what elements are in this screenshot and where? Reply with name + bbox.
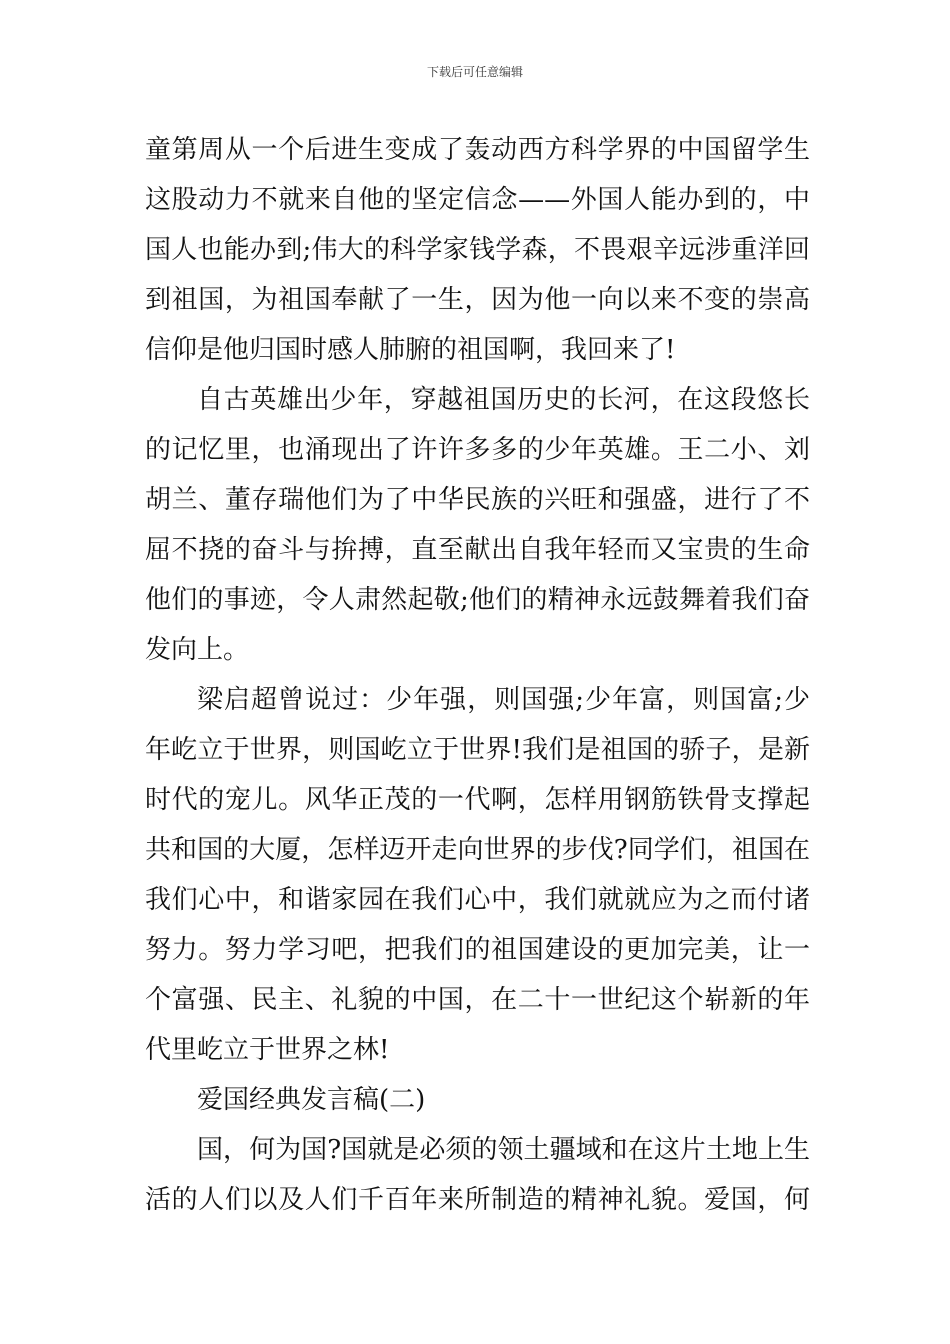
- text-line: 这股动力不就来自他的坚定信念——外国人能办到的，中: [145, 185, 810, 215]
- document-body: [145, 125, 810, 1225]
- text-line: 时代的宠儿。风华正茂的一代啊，怎样用钢筋铁骨支撑起: [145, 785, 810, 815]
- text-line: 他们的事迹，令人肃然起敬;他们的精神永远鼓舞着我们奋: [145, 585, 810, 615]
- page-header: 下载后可任意编辑: [426, 65, 523, 79]
- text-line: 发向上。: [145, 635, 250, 665]
- text-line: 努力。努力学习吧，把我们的祖国建设的更加完美，让一: [145, 935, 810, 965]
- text-line: 到祖国，为祖国奉献了一生，因为他一向以来不变的崇高: [145, 285, 810, 315]
- text-line: 信仰是他归国时感人肺腑的祖国啊，我回来了!: [145, 335, 676, 365]
- text-line: 活的人们以及人们千百年来所制造的精神礼貌。爱国，何: [145, 1185, 810, 1215]
- text-line: 国，何为国?国就是必须的领土疆域和在这片土地上生: [197, 1135, 810, 1165]
- text-line: 屈不挠的奋斗与拚搏，直至献出自我年轻而又宝贵的生命: [145, 535, 810, 565]
- text-line: 国人也能办到;伟大的科学家钱学森，不畏艰辛远涉重洋回: [145, 235, 810, 265]
- text-line: 自古英雄出少年，穿越祖国历史的长河，在这段悠长: [197, 385, 810, 415]
- text-line: 胡兰、董存瑞他们为了中华民族的兴旺和强盛，进行了不: [145, 485, 810, 515]
- text-line: 年屹立于世界，则国屹立于世界!我们是祖国的骄子，是新: [145, 735, 810, 765]
- text-line: 梁启超曾说过：少年强，则国强;少年富，则国富;少: [197, 685, 810, 715]
- text-line: 童第周从一个后进生变成了轰动西方科学界的中国留学生: [145, 135, 810, 165]
- text-line: 代里屹立于世界之林!: [145, 1035, 390, 1065]
- text-line: 个富强、民主、礼貌的中国，在二十一世纪这个崭新的年: [145, 985, 810, 1015]
- text-line: 共和国的大厦，怎样迈开走向世界的步伐?同学们，祖国在: [145, 835, 810, 865]
- text-line: 的记忆里，也涌现出了许许多多的少年英雄。王二小、刘: [145, 435, 810, 465]
- text-line: 爱国经典发言稿(二): [197, 1085, 426, 1115]
- text-line: 我们心中，和谐家园在我们心中，我们就就应为之而付诸: [145, 885, 810, 915]
